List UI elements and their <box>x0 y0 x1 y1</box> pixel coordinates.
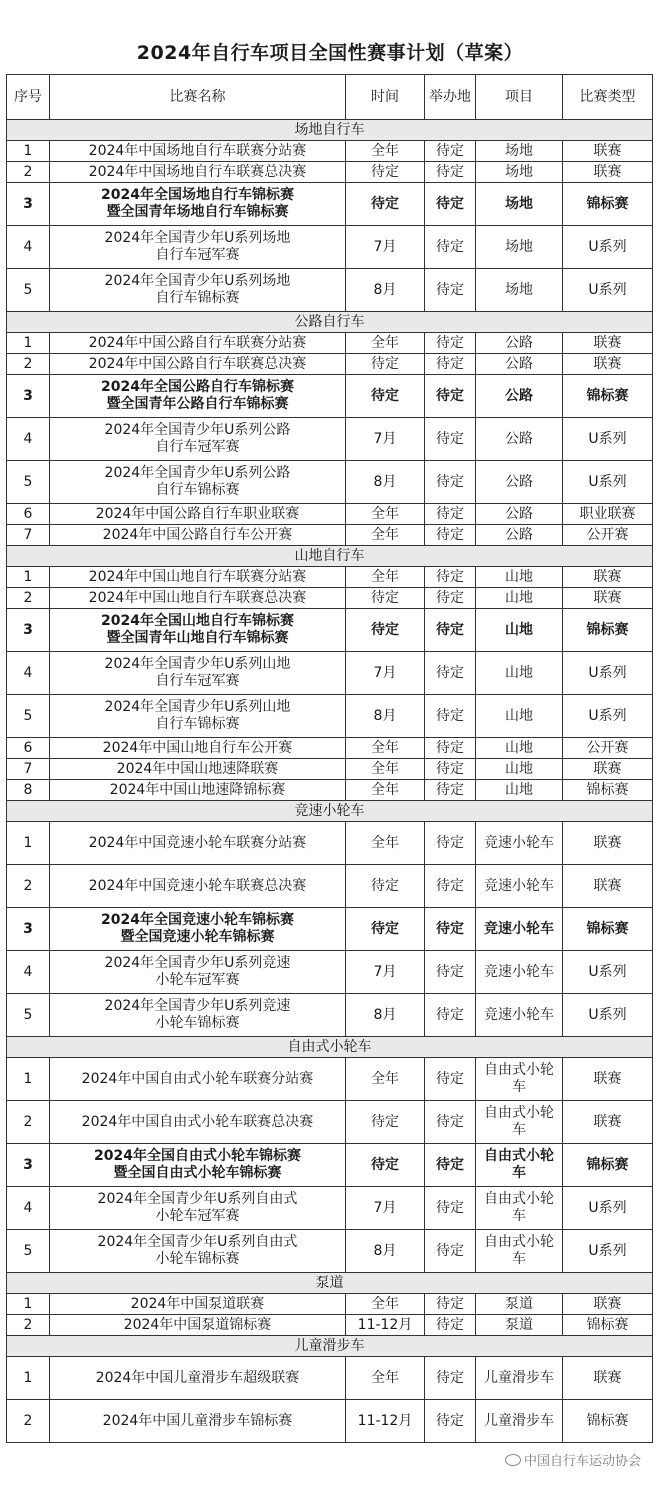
table-row <box>7 951 653 994</box>
cell-place: 待定 <box>425 418 476 461</box>
cell-project: 公路 <box>476 333 563 354</box>
table-row <box>7 567 653 588</box>
cell-time: 全年 <box>346 738 425 759</box>
cell-type: U系列 <box>563 1230 653 1273</box>
cell-time: 11-12月 <box>346 1315 425 1336</box>
cell-time: 11-12月 <box>346 1400 425 1443</box>
cell-no: 1 <box>7 822 50 865</box>
cell-no: 6 <box>7 504 50 525</box>
cell-place: 待定 <box>425 1294 476 1315</box>
cell-project: 山地 <box>476 759 563 780</box>
cell-name: 2024年中国山地自行车公开赛 <box>50 738 346 759</box>
cell-type: 公开赛 <box>563 738 653 759</box>
cell-no: 3 <box>7 375 50 418</box>
header-time: 时间 <box>346 75 425 120</box>
cell-time: 7月 <box>346 951 425 994</box>
cell-place: 待定 <box>425 695 476 738</box>
cell-project: 泵道 <box>476 1294 563 1315</box>
cell-no: 1 <box>7 1357 50 1400</box>
cell-place: 待定 <box>425 951 476 994</box>
section-row <box>7 312 653 333</box>
cell-project: 泵道 <box>476 1315 563 1336</box>
cell-place: 待定 <box>425 226 476 269</box>
cell-no: 5 <box>7 269 50 312</box>
section-row <box>7 120 653 141</box>
cell-place: 待定 <box>425 461 476 504</box>
cell-no: 4 <box>7 1187 50 1230</box>
section-title: 泵道 <box>7 1273 653 1294</box>
cell-name: 2024年中国泵道联赛 <box>50 1294 346 1315</box>
cell-place: 待定 <box>425 1400 476 1443</box>
table-row <box>7 1187 653 1230</box>
header-project: 项目 <box>476 75 563 120</box>
cell-name: 2024年中国自由式小轮车联赛分站赛 <box>50 1058 346 1101</box>
table-row <box>7 759 653 780</box>
cell-type: 联赛 <box>563 1294 653 1315</box>
table-row <box>7 822 653 865</box>
cell-project: 公路 <box>476 525 563 546</box>
cell-time: 待定 <box>346 865 425 908</box>
cell-type: 联赛 <box>563 1357 653 1400</box>
cell-time: 全年 <box>346 141 425 162</box>
cell-no: 5 <box>7 994 50 1037</box>
section-row <box>7 1037 653 1058</box>
cell-place: 待定 <box>425 354 476 375</box>
table-row <box>7 994 653 1037</box>
cell-place: 待定 <box>425 822 476 865</box>
cell-project: 场地 <box>476 183 563 226</box>
table-row <box>7 162 653 183</box>
cell-time: 待定 <box>346 908 425 951</box>
table-row <box>7 525 653 546</box>
cell-project: 山地 <box>476 567 563 588</box>
cell-no: 3 <box>7 1144 50 1187</box>
cell-place: 待定 <box>425 141 476 162</box>
cell-type: U系列 <box>563 695 653 738</box>
cell-project: 公路 <box>476 354 563 375</box>
cell-time: 全年 <box>346 822 425 865</box>
cell-name: 2024年全国青少年U系列自由式 小轮车冠军赛 <box>50 1187 346 1230</box>
cell-type: 锦标赛 <box>563 609 653 652</box>
cell-no: 6 <box>7 738 50 759</box>
cell-time: 全年 <box>346 504 425 525</box>
cell-place: 待定 <box>425 759 476 780</box>
cell-project: 竞速小轮车 <box>476 951 563 994</box>
table-row <box>7 865 653 908</box>
cell-no: 1 <box>7 141 50 162</box>
table-row <box>7 183 653 226</box>
cell-type: U系列 <box>563 269 653 312</box>
cell-time: 8月 <box>346 1230 425 1273</box>
cell-no: 5 <box>7 695 50 738</box>
section-row <box>7 1336 653 1357</box>
cell-no: 3 <box>7 183 50 226</box>
cell-project: 公路 <box>476 504 563 525</box>
cell-place: 待定 <box>425 183 476 226</box>
cell-name: 2024年中国公路自行车职业联赛 <box>50 504 346 525</box>
cell-time: 7月 <box>346 1187 425 1230</box>
cell-place: 待定 <box>425 1144 476 1187</box>
table-row <box>7 1101 653 1144</box>
cell-place: 待定 <box>425 1187 476 1230</box>
table-row <box>7 695 653 738</box>
cell-no: 4 <box>7 652 50 695</box>
cell-name: 2024年中国山地速降联赛 <box>50 759 346 780</box>
cell-time: 待定 <box>346 609 425 652</box>
cell-no: 7 <box>7 759 50 780</box>
cell-type: U系列 <box>563 652 653 695</box>
table-row <box>7 141 653 162</box>
cell-type: U系列 <box>563 1187 653 1230</box>
cell-project: 儿童滑步车 <box>476 1357 563 1400</box>
cell-type: 锦标赛 <box>563 375 653 418</box>
cell-type: U系列 <box>563 418 653 461</box>
cell-time: 全年 <box>346 1058 425 1101</box>
cell-place: 待定 <box>425 652 476 695</box>
watermark-text: 中国自行车运动协会 <box>523 1454 641 1469</box>
cell-name: 2024年中国场地自行车联赛总决赛 <box>50 162 346 183</box>
cell-place: 待定 <box>425 908 476 951</box>
table-row <box>7 780 653 801</box>
table-row <box>7 1144 653 1187</box>
cell-project: 自由式小轮车 <box>476 1144 563 1187</box>
cell-type: U系列 <box>563 226 653 269</box>
cell-no: 2 <box>7 865 50 908</box>
header-type: 比赛类型 <box>563 75 653 120</box>
cell-place: 待定 <box>425 1101 476 1144</box>
cell-project: 自由式小轮车 <box>476 1101 563 1144</box>
cell-no: 4 <box>7 418 50 461</box>
watermark <box>502 1449 644 1470</box>
table-row <box>7 908 653 951</box>
cell-time: 待定 <box>346 354 425 375</box>
cell-project: 自由式小轮车 <box>476 1058 563 1101</box>
table-row <box>7 269 653 312</box>
cell-place: 待定 <box>425 738 476 759</box>
cell-name: 2024年中国公路自行车联赛总决赛 <box>50 354 346 375</box>
cell-no: 4 <box>7 951 50 994</box>
table-row <box>7 738 653 759</box>
cell-no: 1 <box>7 567 50 588</box>
cell-type: 联赛 <box>563 822 653 865</box>
table-row <box>7 354 653 375</box>
cell-time: 待定 <box>346 183 425 226</box>
cell-project: 场地 <box>476 141 563 162</box>
cell-name: 2024年中国公路自行车联赛分站赛 <box>50 333 346 354</box>
header-place: 举办地 <box>425 75 476 120</box>
cell-type: 锦标赛 <box>563 780 653 801</box>
cell-project: 儿童滑步车 <box>476 1400 563 1443</box>
table-row <box>7 1230 653 1273</box>
cell-project: 场地 <box>476 226 563 269</box>
cell-name: 2024年全国青少年U系列竞速 小轮车冠军赛 <box>50 951 346 994</box>
cell-time: 全年 <box>346 333 425 354</box>
cell-name: 2024年中国竞速小轮车联赛分站赛 <box>50 822 346 865</box>
cell-place: 待定 <box>425 780 476 801</box>
cell-project: 山地 <box>476 588 563 609</box>
cell-no: 1 <box>7 1058 50 1101</box>
section-title: 竞速小轮车 <box>7 801 653 822</box>
cell-place: 待定 <box>425 1357 476 1400</box>
cell-name: 2024年中国场地自行车联赛分站赛 <box>50 141 346 162</box>
cell-name: 2024年全国场地自行车锦标赛 暨全国青年场地自行车锦标赛 <box>50 183 346 226</box>
cell-no: 2 <box>7 1400 50 1443</box>
cell-project: 竞速小轮车 <box>476 865 563 908</box>
cell-name: 2024年中国山地自行车联赛分站赛 <box>50 567 346 588</box>
cell-type: 锦标赛 <box>563 1400 653 1443</box>
table-row <box>7 1315 653 1336</box>
table-body <box>7 120 653 1443</box>
cell-project: 场地 <box>476 269 563 312</box>
cell-place: 待定 <box>425 1230 476 1273</box>
cell-name: 2024年全国青少年U系列场地 自行车锦标赛 <box>50 269 346 312</box>
cell-no: 2 <box>7 588 50 609</box>
cell-no: 8 <box>7 780 50 801</box>
table-row <box>7 226 653 269</box>
cell-no: 3 <box>7 908 50 951</box>
cell-no: 5 <box>7 461 50 504</box>
cell-project: 山地 <box>476 609 563 652</box>
cell-type: 联赛 <box>563 162 653 183</box>
cell-no: 1 <box>7 1294 50 1315</box>
cell-time: 全年 <box>346 567 425 588</box>
cell-name: 2024年全国青少年U系列自由式 小轮车锦标赛 <box>50 1230 346 1273</box>
cell-name: 2024年中国自由式小轮车联赛总决赛 <box>50 1101 346 1144</box>
cell-type: 联赛 <box>563 141 653 162</box>
cell-type: 锦标赛 <box>563 183 653 226</box>
cell-name: 2024年全国青少年U系列场地 自行车冠军赛 <box>50 226 346 269</box>
cell-no: 2 <box>7 162 50 183</box>
cell-type: 联赛 <box>563 588 653 609</box>
cell-place: 待定 <box>425 865 476 908</box>
cell-time: 全年 <box>346 1357 425 1400</box>
cell-project: 竞速小轮车 <box>476 994 563 1037</box>
cell-place: 待定 <box>425 269 476 312</box>
cell-type: U系列 <box>563 461 653 504</box>
table-row <box>7 418 653 461</box>
cell-time: 8月 <box>346 461 425 504</box>
cell-time: 待定 <box>346 375 425 418</box>
cell-place: 待定 <box>425 162 476 183</box>
cell-project: 公路 <box>476 418 563 461</box>
cell-place: 待定 <box>425 333 476 354</box>
cell-type: 锦标赛 <box>563 1144 653 1187</box>
cell-time: 全年 <box>346 780 425 801</box>
cell-name: 2024年全国竞速小轮车锦标赛 暨全国竞速小轮车锦标赛 <box>50 908 346 951</box>
table-row <box>7 504 653 525</box>
section-title: 场地自行车 <box>7 120 653 141</box>
cell-time: 待定 <box>346 1144 425 1187</box>
cell-project: 山地 <box>476 695 563 738</box>
cell-time: 待定 <box>346 162 425 183</box>
cell-type: 联赛 <box>563 865 653 908</box>
cell-no: 5 <box>7 1230 50 1273</box>
cell-name: 2024年中国山地自行车联赛总决赛 <box>50 588 346 609</box>
table-row <box>7 588 653 609</box>
cell-place: 待定 <box>425 375 476 418</box>
cell-project: 山地 <box>476 780 563 801</box>
cell-type: 联赛 <box>563 1101 653 1144</box>
cell-name: 2024年全国公路自行车锦标赛 暨全国青年公路自行车锦标赛 <box>50 375 346 418</box>
cell-no: 2 <box>7 1101 50 1144</box>
section-title: 山地自行车 <box>7 546 653 567</box>
cell-time: 全年 <box>346 1294 425 1315</box>
cell-type: 联赛 <box>563 354 653 375</box>
cell-type: 联赛 <box>563 759 653 780</box>
cell-place: 待定 <box>425 567 476 588</box>
cell-name: 2024年全国青少年U系列山地 自行车锦标赛 <box>50 695 346 738</box>
cell-time: 7月 <box>346 418 425 461</box>
wechat-icon <box>505 1454 521 1466</box>
cell-place: 待定 <box>425 588 476 609</box>
cell-time: 8月 <box>346 695 425 738</box>
cell-name: 2024年全国自由式小轮车锦标赛 暨全国自由式小轮车锦标赛 <box>50 1144 346 1187</box>
cell-time: 7月 <box>346 652 425 695</box>
table-row <box>7 1294 653 1315</box>
cell-project: 公路 <box>476 461 563 504</box>
table-row <box>7 461 653 504</box>
cell-time: 8月 <box>346 269 425 312</box>
cell-no: 2 <box>7 1315 50 1336</box>
table-row <box>7 375 653 418</box>
cell-time: 8月 <box>346 994 425 1037</box>
cell-place: 待定 <box>425 525 476 546</box>
section-title: 自由式小轮车 <box>7 1037 653 1058</box>
cell-place: 待定 <box>425 504 476 525</box>
cell-project: 自由式小轮车 <box>476 1230 563 1273</box>
cell-name: 2024年中国儿童滑步车超级联赛 <box>50 1357 346 1400</box>
cell-name: 2024年中国儿童滑步车锦标赛 <box>50 1400 346 1443</box>
cell-name: 2024年全国青少年U系列公路 自行车锦标赛 <box>50 461 346 504</box>
section-title: 公路自行车 <box>7 312 653 333</box>
cell-name: 2024年全国山地自行车锦标赛 暨全国青年山地自行车锦标赛 <box>50 609 346 652</box>
cell-place: 待定 <box>425 1058 476 1101</box>
cell-name: 2024年中国山地速降锦标赛 <box>50 780 346 801</box>
cell-project: 自由式小轮车 <box>476 1187 563 1230</box>
cell-no: 7 <box>7 525 50 546</box>
table-row <box>7 652 653 695</box>
cell-type: 联赛 <box>563 333 653 354</box>
cell-type: U系列 <box>563 951 653 994</box>
cell-project: 场地 <box>476 162 563 183</box>
cell-type: 公开赛 <box>563 525 653 546</box>
cell-name: 2024年中国泵道锦标赛 <box>50 1315 346 1336</box>
cell-place: 待定 <box>425 609 476 652</box>
cell-name: 2024年全国青少年U系列竞速 小轮车锦标赛 <box>50 994 346 1037</box>
cell-project: 竞速小轮车 <box>476 822 563 865</box>
schedule-table <box>6 74 653 1443</box>
cell-place: 待定 <box>425 1315 476 1336</box>
cell-time: 7月 <box>346 226 425 269</box>
cell-name: 2024年中国公路自行车公开赛 <box>50 525 346 546</box>
cell-project: 山地 <box>476 738 563 759</box>
section-row <box>7 546 653 567</box>
table-row <box>7 1357 653 1400</box>
cell-type: U系列 <box>563 994 653 1037</box>
table-row <box>7 333 653 354</box>
cell-time: 待定 <box>346 588 425 609</box>
cell-name: 2024年全国青少年U系列公路 自行车冠军赛 <box>50 418 346 461</box>
header-name: 比赛名称 <box>50 75 346 120</box>
cell-project: 山地 <box>476 652 563 695</box>
cell-type: 锦标赛 <box>563 908 653 951</box>
cell-time: 全年 <box>346 759 425 780</box>
page-title: 2024年自行车项目全国性赛事计划（草案） <box>136 42 524 64</box>
cell-no: 4 <box>7 226 50 269</box>
section-row <box>7 1273 653 1294</box>
cell-time: 待定 <box>346 1101 425 1144</box>
table-row <box>7 609 653 652</box>
cell-type: 联赛 <box>563 567 653 588</box>
cell-name: 2024年中国竞速小轮车联赛总决赛 <box>50 865 346 908</box>
cell-type: 职业联赛 <box>563 504 653 525</box>
cell-no: 2 <box>7 354 50 375</box>
section-row <box>7 801 653 822</box>
section-title: 儿童滑步车 <box>7 1336 653 1357</box>
cell-name: 2024年全国青少年U系列山地 自行车冠军赛 <box>50 652 346 695</box>
cell-type: 锦标赛 <box>563 1315 653 1336</box>
header-row <box>7 75 653 120</box>
cell-no: 3 <box>7 609 50 652</box>
cell-no: 1 <box>7 333 50 354</box>
cell-place: 待定 <box>425 994 476 1037</box>
cell-type: 联赛 <box>563 1058 653 1101</box>
table-row <box>7 1400 653 1443</box>
table-row <box>7 1058 653 1101</box>
cell-project: 公路 <box>476 375 563 418</box>
cell-project: 竞速小轮车 <box>476 908 563 951</box>
cell-time: 全年 <box>346 525 425 546</box>
header-no: 序号 <box>7 75 50 120</box>
